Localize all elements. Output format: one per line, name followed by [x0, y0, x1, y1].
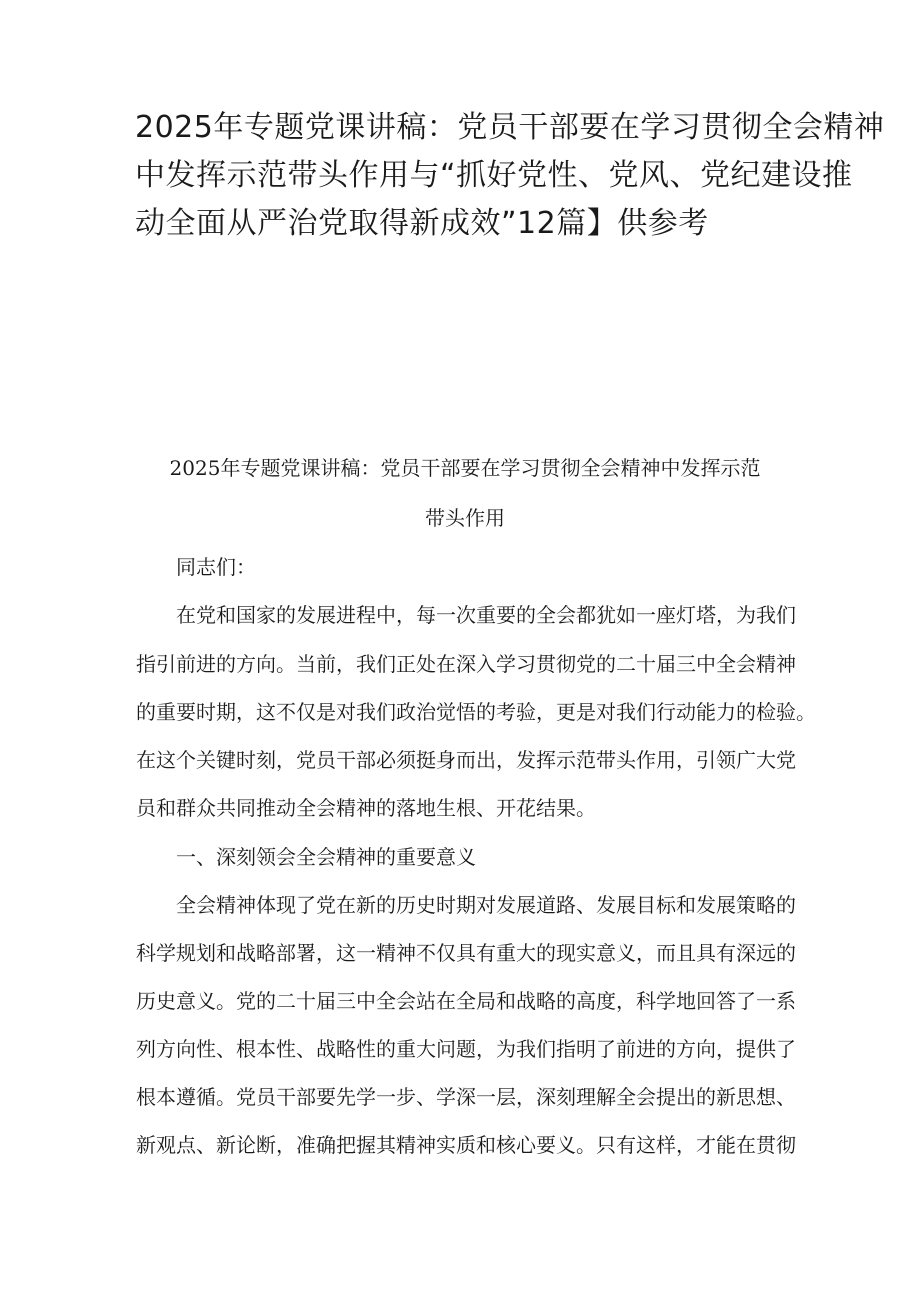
document-title: [135, 104, 885, 248]
paragraph-line: 列方向性、根本性、战略性的重大问题，为我们指明了前进的方向，提供了: [136, 1037, 796, 1061]
paragraph-line: 员和群众共同推动全会精神的落地生根、开花结果。: [136, 796, 596, 820]
paragraph-line: 在这个关键时刻，党员干部必须挺身而出，发挥示范带头作用，引领广大党: [136, 748, 796, 772]
document-title-line: 动全面从严治党取得新成效”12篇】供参考: [135, 206, 709, 241]
article-title-line-2: 带头作用: [425, 506, 505, 530]
paragraph-line: 根本遵循。党员干部要先学一步、学深一层，深刻理解全会提出的新思想、: [136, 1085, 796, 1109]
paragraph-line: 指引前进的方向。当前，我们正处在深入学习贯彻党的二十届三中全会精神: [136, 652, 796, 676]
paragraph-line: 的重要时期，这不仅是对我们政治觉悟的考验，更是对我们行动能力的检验。: [136, 700, 816, 724]
article-title-line-1: 2025年专题党课讲稿：党员干部要在学习贯彻全会精神中发挥示范: [169, 456, 761, 480]
paragraph-line: 历史意义。党的二十届三中全会站在全局和战略的高度，科学地回答了一系: [136, 989, 796, 1013]
paragraph-line: 新观点、新论断，准确把握其精神实质和核心要义。只有这样，才能在贯彻: [136, 1133, 796, 1157]
paragraph-line: 在党和国家的发展进程中，每一次重要的全会都犹如一座灯塔，为我们: [176, 603, 796, 627]
section-heading: 一、深刻领会全会精神的重要意义: [176, 845, 476, 869]
document-title-line: 中发挥示范带头作用与“抓好党性、党风、党纪建设推: [135, 158, 853, 193]
greeting: 同志们：: [176, 555, 256, 579]
paragraph-line: 全会精神体现了党在新的历史时期对发展道路、发展目标和发展策略的: [176, 893, 796, 917]
document-title-line: 2025年专题党课讲稿：党员干部要在学习贯彻全会精神: [135, 110, 885, 145]
paragraph-line: 科学规划和战略部署，这一精神不仅具有重大的现实意义，而且具有深远的: [136, 941, 796, 965]
